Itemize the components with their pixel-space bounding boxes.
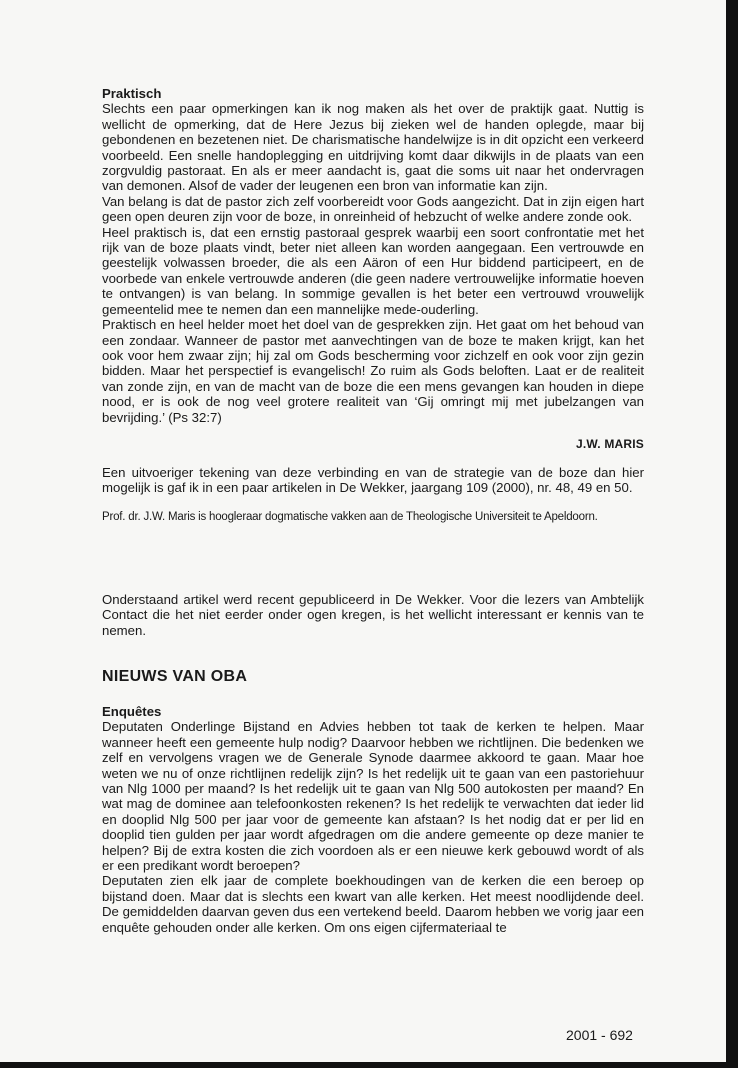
news-paragraph: Deputaten Onderlinge Bijstand en Advies hebben tot taak de kerken te helpen. Maar wanneer heeft een gemeente hulp nodig? Daarvoor hebben we richtlijnen. Die bedenken we zelf en vervolgens vragen we de Generale Synode daarmee akkoord te gaan. Maar hoe weten we nu of onze richtlijnen redelijk zijn? Is het redelijk uit te gaan van een pastoriehuur van Nlg 1000 per maand? Is het redelijk uit te gaan van Nlg 500 autokosten per maand? En wat mag de dominee aan telefoonkosten rekenen? Is het redelijk te verwachten dat ieder lid en dooplid Nlg 500 per jaar voor de gemeente kan afstaan? Is het nodig dat er per lid en dooplid tien gulden per jaar wordt afgedragen om die andere gemeente op deze manier te helpen? Bij de extra kosten die zich voordoen als er een nieuwe kerk gebouwd wordt of als er een predikant wordt beroepen? [102,719,644,874]
news-section [102,704,644,935]
scan-edge-bottom [0,1062,738,1068]
intro-paragraph: Onderstaand artikel werd recent gepubliceerd in De Wekker. Voor die lezers van Ambtelijk Contact die het niet eerder onder ogen kregen, is het wellicht interessant er kennis van te nemen. [102,591,644,638]
news-subheading: Enquêtes [102,703,162,719]
news-paragraph: Deputaten zien elk jaar de complete boekhoudingen van de kerken die een beroep op bijstand doen. Maar dat is slechts een kwart van alle kerken. Het meest noodlijdende deel. De gemiddelden daarvan geven dus een vertekend beeld. Daarom hebben we vorig jaar een enquête gehouden onder alle kerken. Om ons eigen cijfermateriaal te [102,873,644,935]
article-paragraph: Van belang is dat de pastor zich zelf voorbereidt voor Gods aangezicht. Dat in zijn eigen hart geen open deuren zijn voor de boze, in onreinheid of hebzucht of welke andere zonde ook. [102,193,644,225]
article-footnote: Een uitvoeriger tekening van deze verbinding en van de strategie van de boze dan hier mogelijk is gaf ik in een paar artikelen in De Wekker, jaargang 109 (2000), nr. 48, 49 en 50. [102,464,644,496]
article-paragraph: Praktisch en heel helder moet het doel van de gesprekken zijn. Het gaat om het behoud van een zondaar. Wanneer de pastor met aanvechtingen van de boze te maken krijgt, kan het ook voor hem zwaar zijn; hij zal om Gods bescherming voor zichzelf en ook voor zijn gezin bidden. Maar het perspectief is evangelisch! Zo ruim als Gods beloften. Laat er de realiteit van zonde zijn, en van de macht van de boze die een mens gevangen kan houden in diepe nood, er is ook de nog veel grotere realiteit van ‘Gij omringt mij met jubelzangen van bevrijding.’ (Ps 32:7) [102,317,644,425]
author-signature: J.W. MARIS [575,436,644,451]
section-title: NIEUWS VAN OBA [102,667,248,685]
page-content [102,86,644,935]
article-heading: Praktisch [102,86,162,101]
page-number: 2001 - 692 [566,1027,633,1043]
article-paragraph: Heel praktisch is, dat een ernstig pastoraal gesprek waarbij een soort confrontatie met het rijk van de boze plaats vindt, beter niet alleen kan worden aangegaan. Een vertrouwde en geestelijk volwassen broeder, die als een Aäron of een Hur biddend participeert, en de voorbede van enkele vertrouwde anderen (die geen nadere vertrouwelijke informatie hoeven te ontvangen) is van belang. In sommige gevallen is het beter een vertrouwd vrouwelijk gemeentelid mee te nemen dan een mannelijke mede-ouderling. [102,224,644,317]
article-praktisch [102,86,644,425]
scan-edge-right [726,0,738,1068]
article-paragraph: Slechts een paar opmerkingen kan ik nog maken als het over de praktijk gaat. Nuttig is wellicht de opmerking, dat de Here Jezus bij zieken wel de handen oplegde, maar bij gebondenen en bezetenen niet. De charismatische handelwijze is in dit opzicht een verkeerd voorbeeld. Een snelle handoplegging en uitdrijving komt daar dikwijls in de plaats van een zorgvuldig pastoraat. En als er meer aandacht is, gaat die soms uit naar het ondervragen van demonen. Alsof de vader der leugenen een bron van informatie kan zijn. [102,101,644,194]
author-bio: Prof. dr. J.W. Maris is hoogleraar dogmatische vakken aan de Theologische Universiteit te Apeldoorn. [102,510,598,523]
